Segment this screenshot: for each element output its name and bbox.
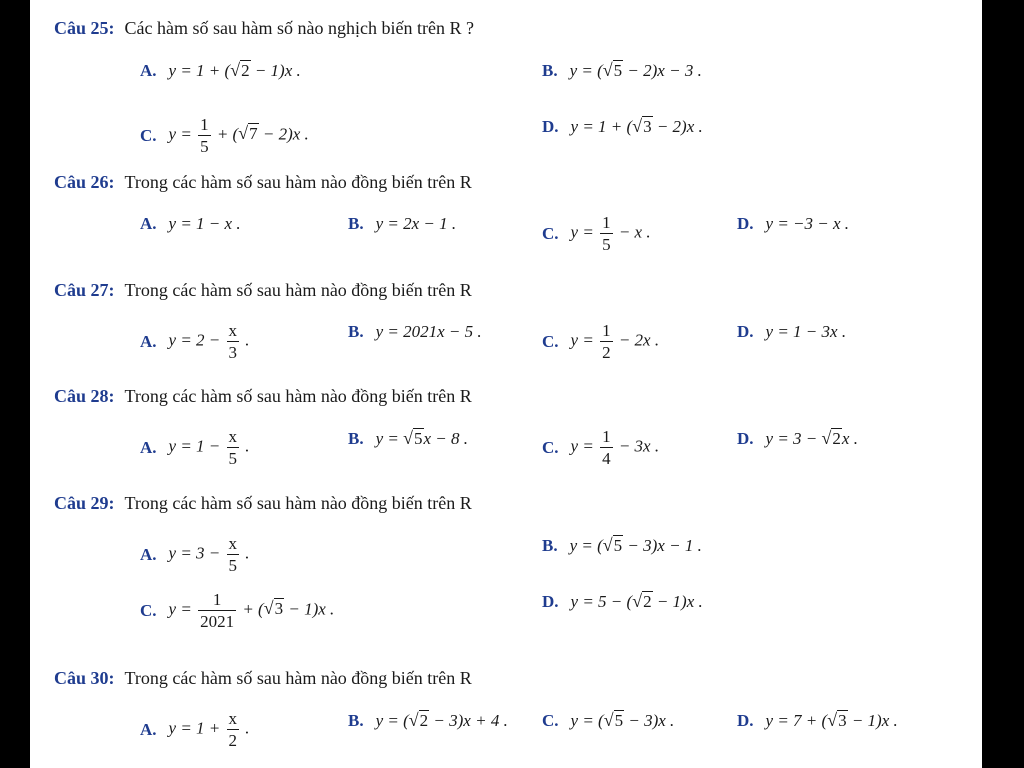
option-formula: y = 1 − x .: [168, 214, 241, 233]
radicand: 7: [249, 124, 258, 144]
option-formula: y = 2 − $\frac{x}{3}$ .: [168, 321, 250, 362]
answer-option-a[interactable]: [140, 710, 250, 749]
fraction-denominator: 5: [228, 556, 238, 575]
option-formula: y = 7 + ( √ 3 − 1)x .: [765, 710, 898, 730]
fraction-numerator: x: [228, 709, 238, 728]
option-formula: y = 3 − $\frac{x}{5}$ .: [168, 534, 250, 575]
answer-option-a[interactable]: [140, 428, 250, 467]
radical-sign: √: [827, 710, 838, 730]
set-symbol: R: [459, 493, 472, 513]
question-number: Câu 30:: [54, 668, 115, 688]
option-letter: C.: [542, 710, 559, 730]
option-formula: y = 2021x − 5 .: [375, 322, 482, 341]
radical-sign: √: [602, 60, 613, 80]
answer-option-c[interactable]: [140, 591, 334, 630]
fraction: [227, 535, 240, 574]
answer-option-c[interactable]: [542, 322, 659, 361]
question-number: Câu 27:: [54, 280, 115, 300]
option-letter: A.: [140, 437, 157, 457]
fraction: [600, 428, 613, 467]
question-text: Trong các hàm số sau hàm nào đồng biến trên: [124, 493, 460, 513]
option-letter: A.: [140, 331, 157, 351]
option-formula: y = 1 + ( √ 2 − 1)x .: [168, 60, 301, 80]
radical-sign: √: [408, 710, 419, 730]
option-letter: B.: [348, 214, 364, 233]
option-letter: B.: [542, 60, 558, 80]
radical-sign: √: [632, 591, 643, 611]
sqrt-expression: [822, 428, 842, 447]
question-text: Các hàm số sau hàm số nào nghịch biến trên: [124, 18, 450, 38]
answer-option-c[interactable]: [542, 710, 674, 731]
answer-option-b[interactable]: [348, 710, 508, 731]
option-letter: D.: [737, 322, 754, 341]
option-formula: y = 3 − √ 2 x .: [765, 428, 858, 448]
question-heading: [54, 668, 472, 689]
option-letter: B.: [542, 535, 558, 555]
sqrt-expression: [264, 598, 284, 617]
radicand: 2: [832, 429, 841, 448]
set-symbol: R: [459, 172, 472, 192]
question-text: Trong các hàm số sau hàm nào đồng biến trên: [124, 386, 460, 406]
fraction-denominator: 2021: [200, 612, 235, 631]
answer-option-c[interactable]: [140, 116, 309, 155]
question-number: Câu 25:: [54, 18, 115, 38]
radicand: 3: [643, 117, 652, 136]
fraction-denominator: 3: [228, 343, 238, 362]
option-letter: B.: [348, 710, 364, 730]
option-letter: A.: [140, 544, 157, 564]
fraction-denominator: 2: [228, 731, 238, 750]
sqrt-expression: [827, 710, 847, 729]
question-number: Câu 29:: [54, 493, 115, 513]
option-letter: C.: [140, 125, 157, 145]
radical-sign: √: [403, 428, 414, 448]
radical-sign: √: [603, 710, 614, 730]
radical-sign: √: [602, 535, 613, 555]
question-number: Câu 28:: [54, 386, 115, 406]
question-heading: [54, 493, 472, 514]
answer-option-b[interactable]: [348, 428, 468, 449]
radicand: 2: [643, 592, 652, 611]
option-letter: D.: [542, 591, 559, 611]
option-letter: C.: [542, 331, 559, 351]
option-letter: C.: [542, 437, 559, 457]
option-letter: A.: [140, 719, 157, 739]
answer-option-a[interactable]: [140, 214, 241, 234]
sqrt-expression: [603, 60, 623, 79]
set-symbol: R: [459, 386, 472, 406]
option-formula: y = 5 − ( √ 2 − 1)x .: [570, 591, 703, 611]
option-formula: y = $\frac{1}{5}$ − x .: [570, 213, 651, 254]
answer-option-a[interactable]: [140, 535, 250, 574]
answer-option-a[interactable]: [140, 322, 250, 361]
fraction: [600, 322, 613, 361]
question-heading: [54, 386, 472, 407]
option-letter: D.: [542, 116, 559, 136]
sqrt-expression: [632, 591, 652, 610]
question-heading: [54, 280, 472, 301]
option-letter: B.: [348, 322, 364, 341]
question-number: Câu 26:: [54, 172, 115, 192]
set-symbol: R: [459, 280, 472, 300]
option-formula: y = $\frac{1}{2021}$ + ( √ 3 − 1)x .: [168, 590, 335, 631]
radicand: 3: [838, 711, 847, 730]
fraction-numerator: 1: [200, 115, 209, 134]
sqrt-expression: [238, 123, 258, 142]
option-formula: y = ( √ 5 − 3)x − 1 .: [569, 535, 702, 555]
option-letter: C.: [542, 223, 559, 243]
sqrt-expression: [632, 116, 652, 135]
radicand: 2: [419, 711, 429, 730]
option-letter: B.: [348, 428, 364, 448]
set-symbol: R: [449, 18, 462, 38]
radical-sign: √: [230, 60, 241, 80]
fraction-denominator: 2: [602, 343, 611, 362]
fraction-denominator: 5: [602, 235, 611, 254]
radicand: 3: [274, 599, 284, 619]
radical-sign: √: [238, 123, 249, 144]
question-tail: ?: [461, 18, 474, 38]
option-letter: D.: [737, 428, 754, 448]
answer-option-c[interactable]: [542, 428, 659, 467]
radicand: 5: [613, 536, 623, 555]
fraction: [227, 428, 240, 467]
answer-option-d[interactable]: [737, 428, 858, 449]
sqrt-expression: [230, 60, 250, 79]
option-formula: y = ( √ 5 − 3)x .: [570, 710, 675, 730]
sqrt-expression: [603, 535, 623, 554]
fraction-numerator: 1: [602, 213, 611, 232]
question-heading: [54, 18, 474, 39]
fraction-numerator: 1: [212, 590, 222, 609]
answer-option-b[interactable]: [542, 535, 702, 556]
option-letter: A.: [140, 60, 157, 80]
fraction-numerator: x: [228, 427, 238, 446]
option-formula: y = 1 − 3x .: [765, 322, 847, 341]
option-formula: y = √ 5 x − 8 .: [375, 428, 469, 448]
answer-option-d[interactable]: [542, 591, 703, 612]
radicand: 5: [414, 429, 423, 448]
answer-option-a[interactable]: [140, 60, 301, 81]
question-heading: [54, 172, 472, 193]
option-formula: y = $\frac{1}{4}$ − 3x .: [570, 427, 660, 468]
question-text: Trong các hàm số sau hàm nào đồng biến trên: [124, 172, 460, 192]
radical-sign: √: [632, 116, 643, 136]
answer-option-b[interactable]: [542, 60, 702, 81]
option-letter: A.: [140, 214, 157, 233]
answer-option-d[interactable]: [737, 322, 846, 342]
radicand: 5: [613, 61, 623, 80]
radicand: 2: [241, 61, 250, 80]
option-formula: y = $\frac{1}{5}$ + ( √ 7 − 2)x .: [168, 115, 309, 156]
option-formula: y = 1 + $\frac{x}{2}$ .: [168, 709, 250, 750]
radical-sign: √: [821, 428, 832, 448]
question-text: Trong các hàm số sau hàm nào đồng biến trên: [124, 668, 460, 688]
fraction-numerator: 1: [602, 321, 611, 340]
fraction-numerator: x: [228, 321, 238, 340]
fraction-denominator: 4: [602, 449, 611, 468]
sqrt-expression: [403, 428, 423, 447]
option-formula: y = ( √ 5 − 2)x − 3 .: [569, 60, 702, 80]
option-formula: y = $\frac{1}{2}$ − 2x .: [570, 321, 660, 362]
answer-option-c[interactable]: [542, 214, 651, 253]
option-letter: C.: [140, 600, 157, 620]
question-text: Trong các hàm số sau hàm nào đồng biến trên: [124, 280, 460, 300]
document-page: [30, 0, 982, 768]
radicand: 5: [614, 711, 624, 730]
option-formula: y = −3 − x .: [765, 214, 850, 233]
sqrt-expression: [604, 710, 624, 729]
radical-sign: √: [263, 598, 274, 619]
answer-option-d[interactable]: [542, 116, 703, 137]
set-symbol: R: [459, 668, 472, 688]
option-letter: D.: [737, 214, 754, 233]
answer-option-d[interactable]: [737, 710, 898, 731]
option-formula: y = 1 − $\frac{x}{5}$ .: [168, 427, 250, 468]
answer-option-d[interactable]: [737, 214, 849, 234]
sqrt-expression: [409, 710, 429, 729]
fraction-denominator: 5: [200, 137, 209, 156]
fraction: [227, 710, 240, 749]
option-letter: D.: [737, 710, 754, 730]
option-formula: y = 1 + ( √ 3 − 2)x .: [570, 116, 703, 136]
fraction: [198, 591, 236, 630]
fraction-denominator: 5: [228, 449, 238, 468]
answer-option-b[interactable]: [348, 214, 456, 234]
answer-option-b[interactable]: [348, 322, 482, 342]
fraction-numerator: 1: [602, 427, 611, 446]
fraction: [600, 214, 613, 253]
fraction-numerator: x: [228, 534, 238, 553]
fraction: [227, 322, 240, 361]
option-formula: y = ( √ 2 − 3)x + 4 .: [375, 710, 508, 730]
option-formula: y = 2x − 1 .: [375, 214, 457, 233]
fraction: [198, 116, 211, 155]
